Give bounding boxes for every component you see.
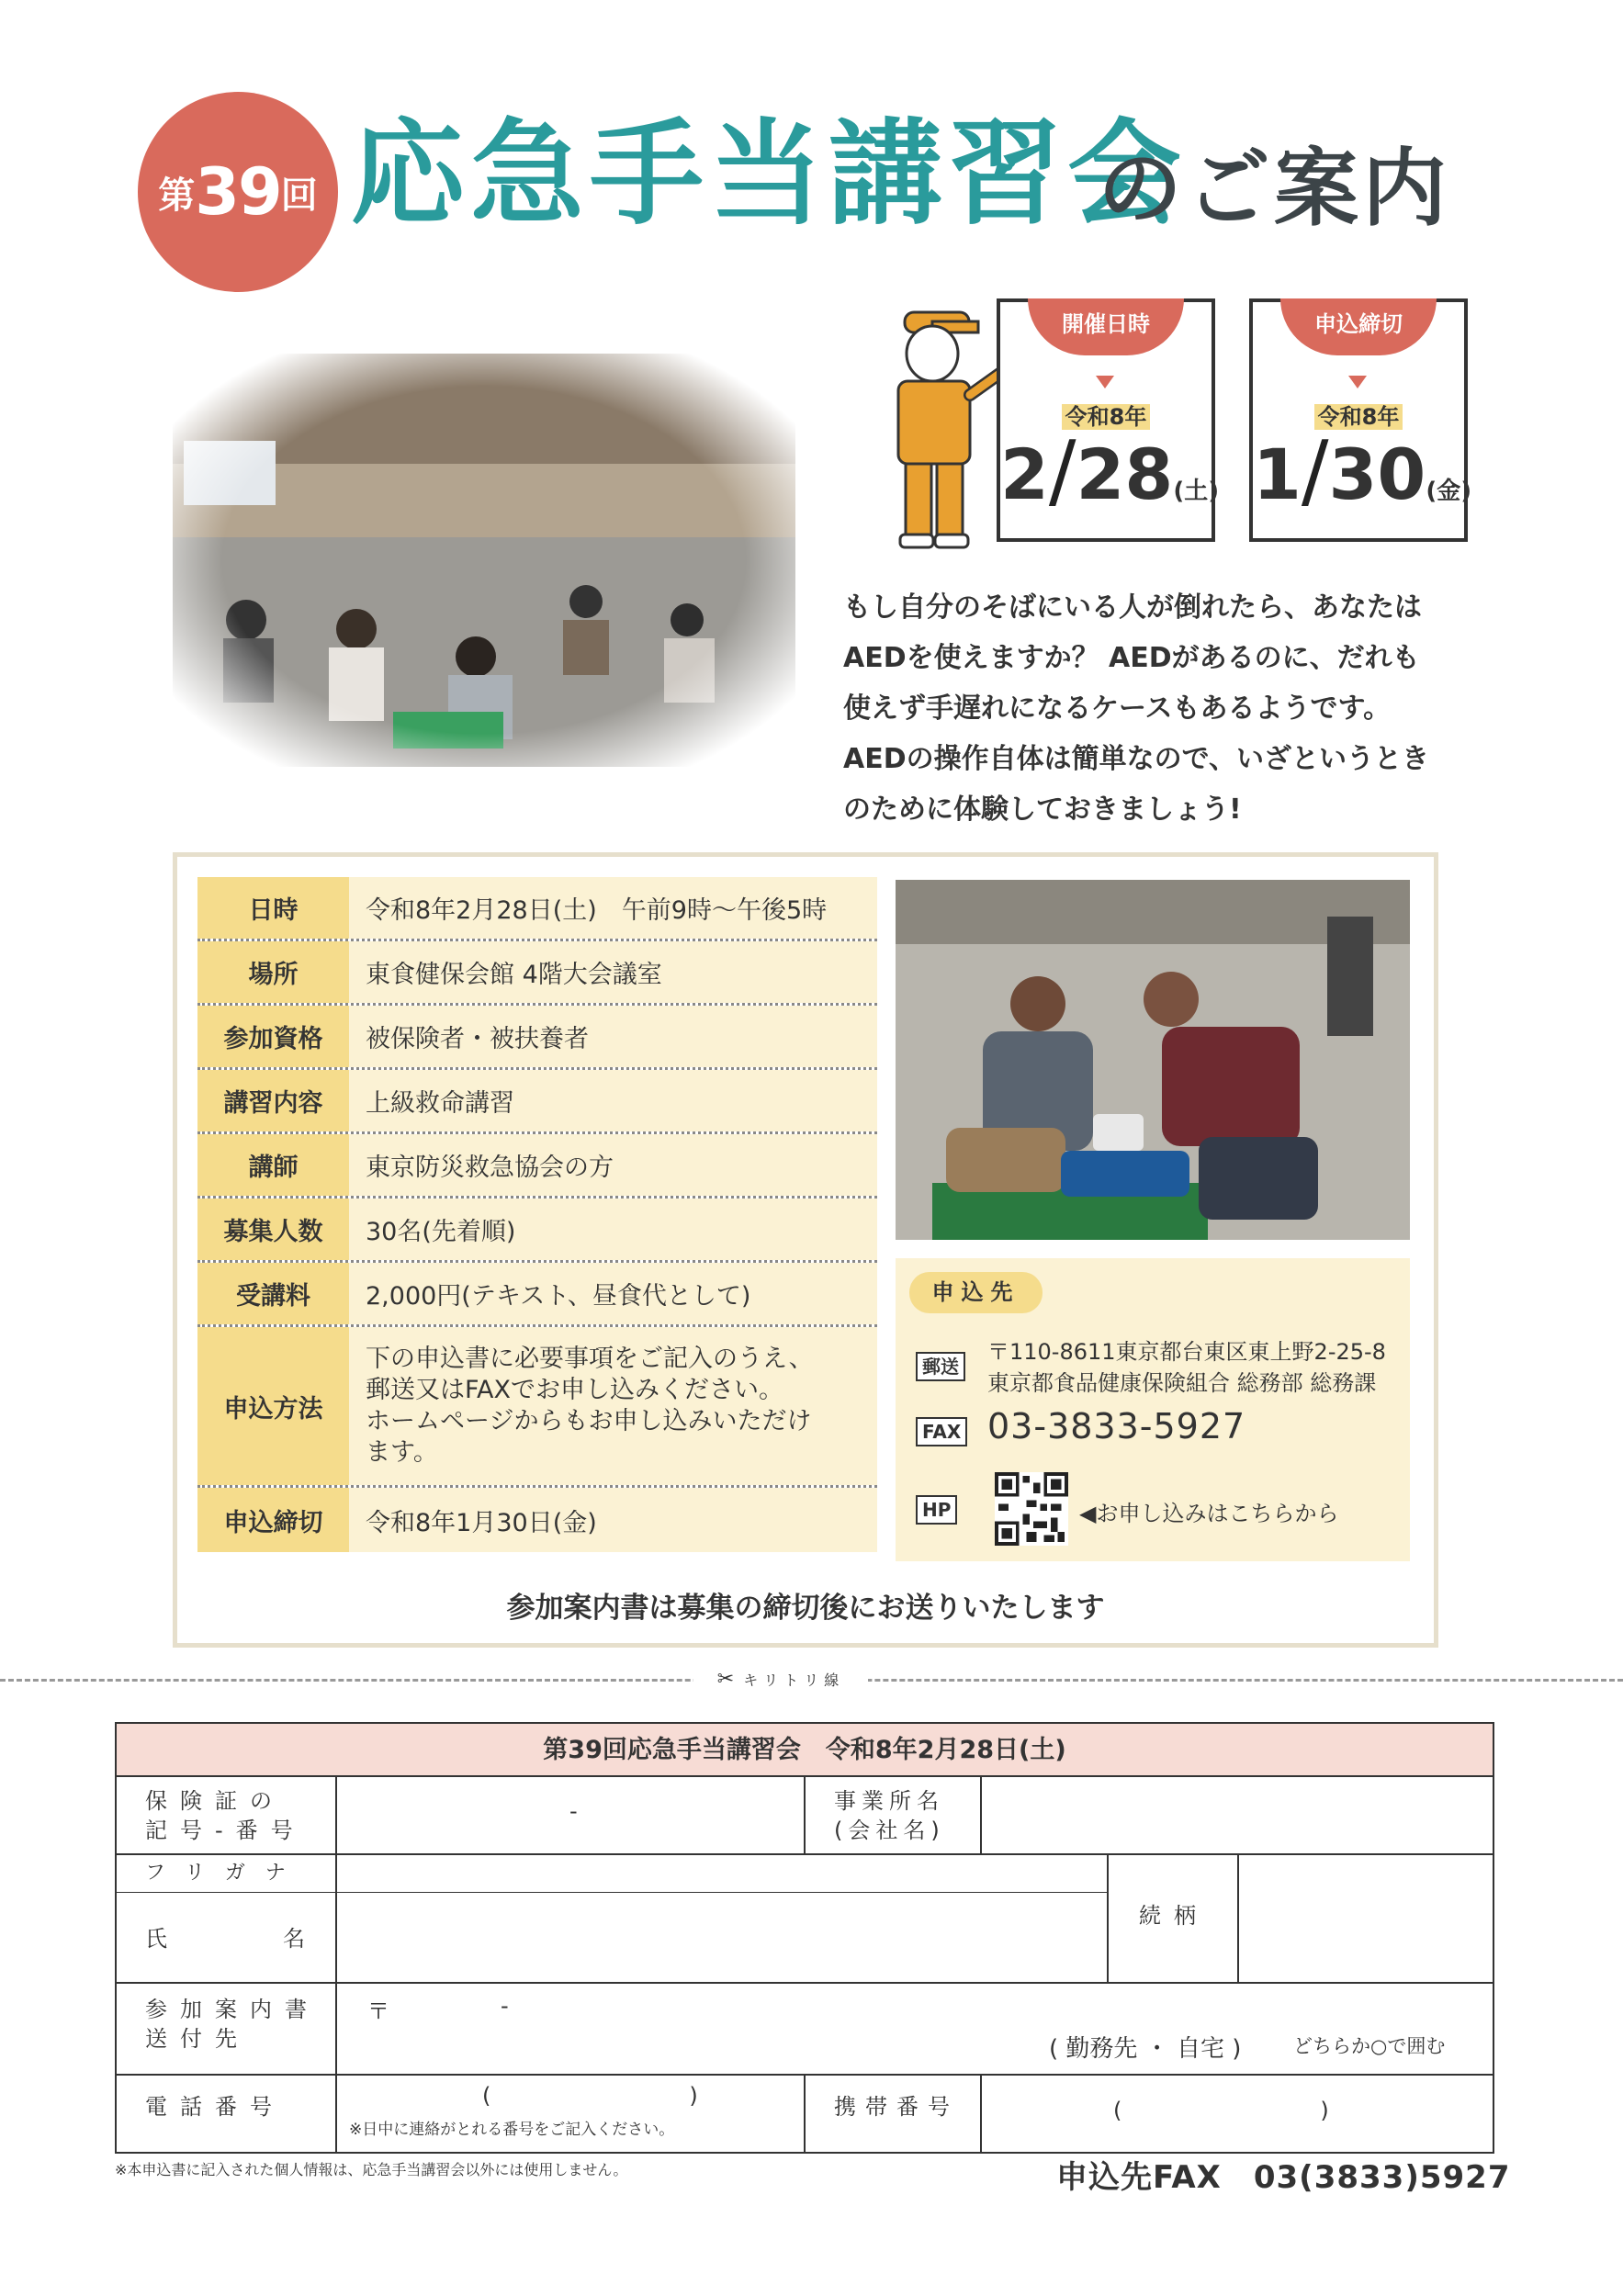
info-value: 被保険者・被扶養者 [349, 1006, 877, 1067]
qr-code-icon[interactable] [995, 1472, 1068, 1546]
event-date-day: 28 [1076, 433, 1174, 515]
info-value-line: ホームページからもお申し込みいただけ [366, 1407, 812, 1435]
address-line: 東京都食品健康保険組合 総務部 総務課 [987, 1370, 1377, 1396]
info-value: 30名(先着順) [349, 1199, 877, 1260]
hp-link-text[interactable]: ◀お申し込みはこちらから [1079, 1501, 1339, 1526]
info-row-content [197, 1070, 877, 1134]
info-value: 上級救命講習 [349, 1070, 877, 1131]
info-label: 講習内容 [197, 1070, 349, 1131]
privacy-note: ※本申込書に記入された個人情報は、応急手当講習会以外には使用しません。 [115, 2161, 628, 2178]
deadline-date-month: 1 [1253, 433, 1302, 515]
address-choice-note: どちらか○で囲む [1293, 2035, 1446, 2057]
info-row-instructor [197, 1134, 877, 1199]
event-date-label: 開催日時 [1028, 298, 1184, 355]
info-row-venue [197, 941, 877, 1006]
info-table [197, 877, 877, 1552]
badge-number: 39 [195, 154, 281, 230]
address-choice[interactable]: ( 勤務先 ・ 自宅 ) [1049, 2035, 1242, 2063]
intro-line: AEDの操作自体は簡単なので、いざというとき [843, 743, 1430, 775]
info-label: 申込方法 [197, 1327, 349, 1485]
deadline-date-weekday: (金) [1426, 478, 1472, 505]
info-value: 東京防災救急協会の方 [349, 1134, 877, 1196]
phone-label: 電話番号 [145, 2094, 285, 2120]
deadline-date-box: 申込締切 令和8年 1/30(金) [1249, 298, 1468, 542]
mobile-label: 携帯番号 [834, 2094, 959, 2120]
mailing-address [987, 1336, 1386, 1399]
name-field[interactable] [340, 1894, 1102, 1981]
company-label: 事業所名 (会社名) [834, 1788, 945, 1843]
event-date-box: 開催日時 令和8年 2/28(土) [997, 298, 1215, 542]
info-value-line: 下の申込書に必要事項をご記入のうえ、 [366, 1345, 814, 1373]
seminar-room-photo [173, 354, 795, 767]
down-arrow-icon [1096, 376, 1114, 388]
info-row-eligibility [197, 1006, 877, 1070]
cut-label [693, 1664, 868, 1694]
relation-label: 続柄 [1139, 1903, 1209, 1929]
info-row-deadline [197, 1488, 877, 1552]
mail-tag: 郵送 [916, 1352, 965, 1381]
deadline-date-day: 30 [1328, 433, 1426, 515]
intro-line: AEDを使えますか？ AEDがあるのに、だれも [843, 642, 1420, 674]
badge-prefix: 第 [158, 174, 196, 217]
footer-fax: 申込先FAX 03(3833)5927 [1056, 2159, 1511, 2196]
info-label: 日時 [197, 877, 349, 939]
info-value: 2,000円(テキスト、昼食代として) [349, 1263, 877, 1324]
insurance-field[interactable]: - [569, 1798, 578, 1824]
info-label: 講師 [197, 1134, 349, 1196]
info-value-line: 郵送又はFAXでお申し込みください。 [366, 1376, 784, 1404]
notice-text: 参加案内書は募集の締切後にお送りいたします [506, 1592, 1105, 1625]
fax-tag: FAX [916, 1417, 967, 1446]
info-value: 東食健保会館 4階大会議室 [349, 941, 877, 1003]
info-value: 令和8年2月28日(土) 午前9時～午後5時 [349, 877, 877, 939]
edition-badge [138, 92, 338, 292]
postal-mark: 〒 [367, 1998, 389, 2024]
name-label: 氏 名 [145, 1926, 318, 1952]
info-row-fee [197, 1263, 877, 1327]
apply-to-title: 申込先 [909, 1272, 1043, 1313]
address-line: 〒110-8611東京都台東区東上野2-25-8 [987, 1339, 1386, 1365]
info-label: 募集人数 [197, 1199, 349, 1260]
badge-suffix: 回 [280, 174, 318, 217]
address-label: 参加案内書 送付先 [145, 1997, 320, 2052]
phone-note: ※日中に連絡がとれる番号をご記入ください。 [349, 2121, 675, 2139]
intro-line: のために体験しておきましょう! [843, 793, 1242, 826]
event-date-weekday: (土) [1173, 478, 1220, 505]
info-label: 受講料 [197, 1263, 349, 1324]
company-field[interactable] [983, 1777, 1488, 1851]
info-row-method [197, 1327, 877, 1488]
info-value: 令和8年1月30日(金) [349, 1488, 877, 1552]
fax-number: 03-3833-5927 [987, 1406, 1246, 1446]
page-title: 応急手当講習会 [351, 108, 1188, 241]
form-title: 第39回応急手当講習会 令和8年2月28日(土) [115, 1722, 1494, 1775]
furigana-field[interactable] [340, 1855, 1102, 1890]
cpr-training-photo [896, 880, 1410, 1240]
intro-line: もし自分のそばにいる人が倒れたら、あなたは [843, 591, 1422, 624]
cut-label-text: キリトリ線 [743, 1671, 845, 1689]
relation-field[interactable] [1242, 1855, 1490, 1982]
info-value-line: ます。 [366, 1438, 438, 1467]
page-subtitle: のご案内 [1098, 140, 1451, 238]
deadline-date-era: 令和8年 [1314, 404, 1403, 430]
phone-field[interactable]: ( ) [482, 2083, 698, 2109]
info-label: 場所 [197, 941, 349, 1003]
hp-tag: HP [916, 1495, 957, 1525]
deadline-date-label: 申込締切 [1280, 298, 1437, 355]
event-date-era: 令和8年 [1062, 404, 1151, 430]
postal-dash[interactable]: - [501, 1993, 509, 2019]
event-date-month: 2 [1000, 433, 1049, 515]
intro-text [843, 582, 1495, 835]
info-label: 参加資格 [197, 1006, 349, 1067]
info-row-capacity [197, 1199, 877, 1263]
furigana-label: フリガナ [145, 1862, 306, 1885]
info-label: 申込締切 [197, 1488, 349, 1552]
mobile-field[interactable]: ( ) [1113, 2098, 1329, 2123]
scissors-icon: ✂ [716, 1667, 735, 1691]
intro-line: 使えず手遅れになるケースもあるようです。 [843, 692, 1392, 725]
insurance-label: 保険証の 記号-番号 [145, 1788, 306, 1843]
info-row-datetime [197, 877, 877, 941]
down-arrow-icon [1348, 376, 1367, 388]
